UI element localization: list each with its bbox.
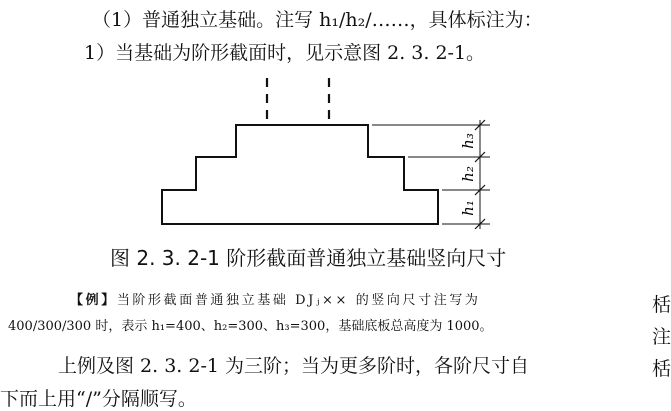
- example-tag: 【例】: [70, 293, 117, 308]
- paragraph-line-1: （1）普通独立基础。注写 h₁/h₂/……，具体标注为：: [92, 9, 543, 31]
- foundation-section-outline: [162, 125, 438, 224]
- margin-char-1: 栝: [652, 294, 671, 316]
- example-line-1: [70, 289, 481, 308]
- paragraph-line-3: 上例及图 2. 3. 2-1 为三阶；当为更多阶时，各阶尺寸自: [58, 355, 530, 377]
- margin-char-2: 注: [652, 326, 671, 348]
- stepped-foundation-diagram: [150, 70, 510, 232]
- paragraph-line-4: 下而上用“/”分隔顺写。: [0, 388, 197, 410]
- dimension-label-h1: h₁: [459, 200, 477, 216]
- example-text-1: 当阶形截面普通独立基础 DJⱼ×× 的竖向尺寸注写为: [116, 293, 481, 308]
- dimension-label-h3: h₃: [459, 133, 477, 149]
- example-line-2: 400/300/300 时，表示 h₁=400、h₂=300、h₃=300，基础底板总高度为 1000。: [8, 319, 493, 334]
- dimension-label-h2: h₂: [459, 166, 477, 182]
- margin-char-3: 栝: [652, 358, 671, 380]
- figure-caption: 图 2. 3. 2-1 阶形截面普通独立基础竖向尺寸: [110, 246, 507, 270]
- paragraph-line-2: 1）当基础为阶形截面时，见示意图 2. 3. 2-1。: [84, 42, 486, 64]
